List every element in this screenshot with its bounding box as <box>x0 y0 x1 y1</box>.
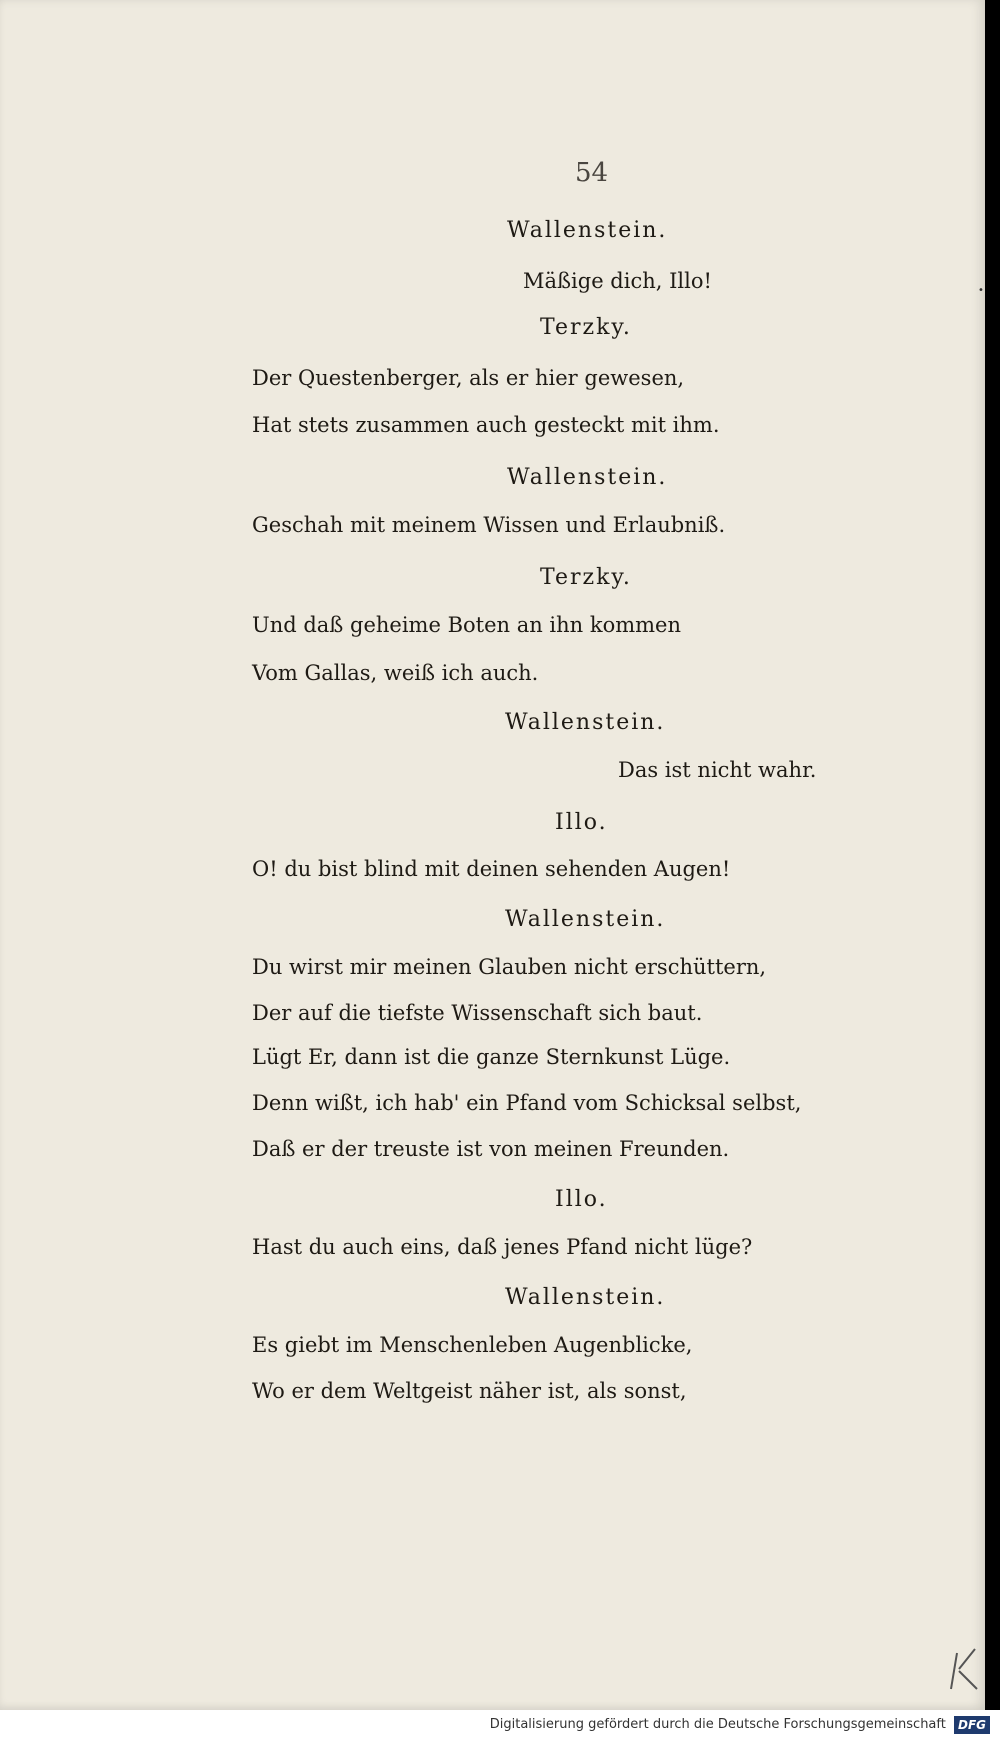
verse-line: Es giebt im Menschenleben Augenblicke, <box>252 1333 693 1357</box>
dfg-logo: DFG <box>954 1716 990 1734</box>
verse-line: Der auf die tiefste Wissenschaft sich baut. <box>252 1001 703 1025</box>
page-number: 54 <box>575 158 609 188</box>
speaker-line: Terzky. <box>540 315 632 340</box>
verse-line: Daß er der treuste ist von meinen Freunden. <box>252 1137 730 1161</box>
speaker-line: Terzky. <box>540 565 632 590</box>
verse-line: Mäßige dich, Illo! <box>523 269 712 293</box>
verse-line: Der Questenberger, als er hier gewesen, <box>252 366 685 390</box>
speaker-line: Illo. <box>555 810 608 835</box>
page-corner-mark <box>945 1645 985 1695</box>
speaker-line: Wallenstein. <box>507 465 668 490</box>
verse-line: Wo er dem Weltgeist näher ist, als sonst, <box>252 1379 687 1403</box>
verse-line: Hast du auch eins, daß jenes Pfand nicht lüge? <box>252 1235 753 1259</box>
footer-bar <box>0 1710 1000 1739</box>
verse-line: Du wirst mir meinen Glauben nicht erschüttern, <box>252 955 767 979</box>
speaker-line: Wallenstein. <box>505 710 666 735</box>
verse-line: O! du bist blind mit deinen sehenden Augen! <box>252 857 731 881</box>
speaker-line: Wallenstein. <box>505 1285 666 1310</box>
verse-line: Denn wißt, ich hab' ein Pfand vom Schicksal selbst, <box>252 1091 802 1115</box>
verse-line: Und daß geheime Boten an ihn kommen <box>252 613 682 637</box>
verse-line: Lügt Er, dann ist die ganze Sternkunst Lüge. <box>252 1045 731 1069</box>
speaker-line: Wallenstein. <box>507 218 668 243</box>
verse-line: Vom Gallas, weiß ich auch. <box>252 661 539 685</box>
footer-credit: Digitalisierung gefördert durch die Deutsche Forschungsgemeinschaft <box>489 1717 946 1732</box>
ink-speck: • <box>978 285 984 296</box>
verse-line: Das ist nicht wahr. <box>618 758 817 782</box>
speaker-line: Wallenstein. <box>505 907 666 932</box>
verse-line: Geschah mit meinem Wissen und Erlaubniß. <box>252 513 726 537</box>
verse-line: Hat stets zusammen auch gesteckt mit ihm. <box>252 413 720 437</box>
speaker-line: Illo. <box>555 1187 608 1212</box>
